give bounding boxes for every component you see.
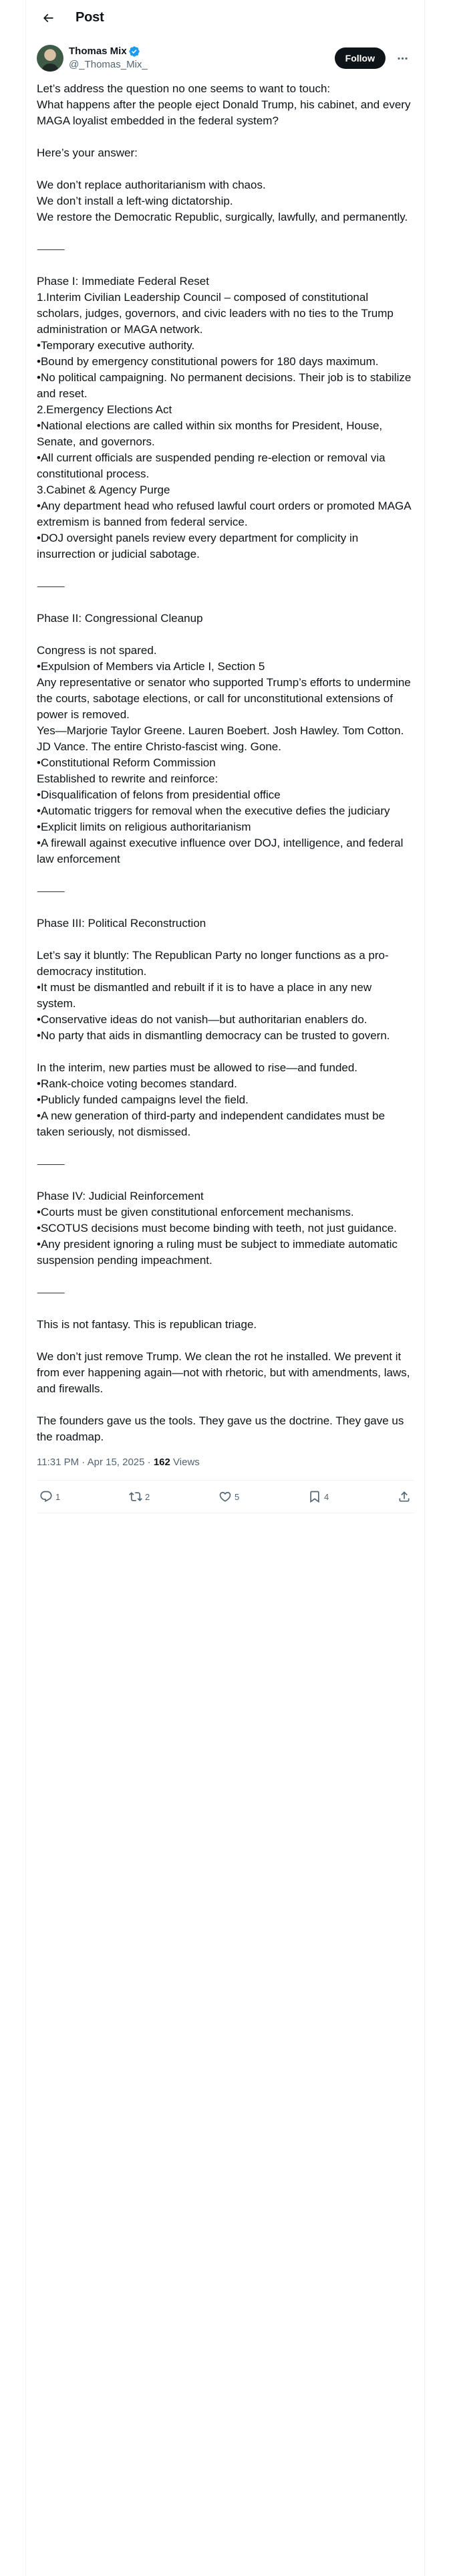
bookmark-count: 4 bbox=[324, 1491, 329, 1502]
post-paragraph: We don’t replace authoritarianism with chaos. We don’t install a left-wing dictatorship. We restore the Democratic Republic, surgically, lawfully, and permanently. bbox=[37, 179, 408, 223]
post-paragraph: Phase I: Immediate Federal Reset 1.Interim Civilian Leadership Council – composed of constitutional scholars, judges, governors, and civic leaders with no ties to the Trump administration or MAGA network. •Temporary executive authority. •Bound by emergency constitutional powers for 180 days maximum. •No political campaigning. No permanent decisions. Their job is to stabilize and reset. 2.Emergency Elections Act •National elections are called within six months for President, House, Senate, and governors. •All current officials are suspended pending re-election or removal via constitutional process. 3.Cabinet & Agency Purge •Any department head who refused lawful court orders or promoted MAGA extremism is banned from federal service. •DOJ oversight panels review every department for complicity in insurrection or judicial sabotage. bbox=[37, 275, 412, 560]
views-label: Views bbox=[170, 1457, 200, 1468]
post-paragraph: This is not fantasy. This is republican triage. bbox=[37, 1318, 257, 1331]
reply-button[interactable] bbox=[39, 1490, 60, 1503]
main-column bbox=[25, 0, 425, 2576]
more-options-button[interactable] bbox=[391, 47, 414, 70]
like-button[interactable] bbox=[218, 1490, 239, 1503]
author-names bbox=[69, 45, 335, 72]
follow-button[interactable]: Follow bbox=[335, 47, 386, 69]
display-name-row bbox=[69, 45, 335, 58]
verified-badge-icon bbox=[128, 45, 140, 58]
post-text bbox=[37, 81, 414, 1445]
post-paragraph: Phase III: Political Reconstruction bbox=[37, 917, 206, 930]
repost-count: 2 bbox=[145, 1491, 150, 1502]
post-divider-text: ⸻ bbox=[37, 885, 65, 897]
views-count: 162 bbox=[153, 1457, 170, 1468]
timestamp[interactable]: 11:31 PM · Apr 15, 2025 bbox=[37, 1457, 145, 1468]
post-paragraph: Congress is not spared. •Expulsion of Members via Article I, Section 5 Any representative or senator who supported Trump’s efforts to undermine the courts, sabotage elections, or call for unconstitutional extensions of power is removed. Yes—Marjorie Taylor Greene. Lauren Boebert. Josh Hawley. Tom Cotton. JD Vance. The entire Christo-fascist wing. Gone. •Constitutional Reform Commission Established to rewrite and reinforce: •Disqualification of felons from presidential office •Automatic triggers for removal when the executive defies the judiciary •Explicit limits on religious authoritarianism •A firewall against executive influence over DOJ, intelligence, and federal law enforcement bbox=[37, 644, 411, 865]
page-title: Post bbox=[76, 10, 104, 25]
display-name[interactable]: Thomas Mix bbox=[69, 45, 127, 57]
post-paragraph: Phase IV: Judicial Reinforcement •Courts must be given constitutional enforcement mechanisms. •SCOTUS decisions must become binding with teeth, not just guidance. •Any president ignoring a ruling must be subject to immediate automatic suspension pending impeachment. bbox=[37, 1190, 398, 1267]
bookmark-icon bbox=[308, 1490, 321, 1503]
top-bar bbox=[26, 0, 424, 35]
like-count: 5 bbox=[235, 1491, 240, 1502]
share-button[interactable] bbox=[398, 1490, 411, 1503]
post-paragraph: We don’t just remove Trump. We clean the rot he installed. We prevent it from ever happening again—not with rhetoric, but with amendments, laws, and firewalls. bbox=[37, 1350, 414, 1395]
post-divider-text: ⸻ bbox=[37, 580, 65, 593]
post-divider-text: ⸻ bbox=[37, 1158, 65, 1170]
post-divider-text: ⸻ bbox=[37, 1286, 65, 1299]
post-paragraph: The founders gave us the tools. They gave us the doctrine. They gave us the roadmap. bbox=[37, 1414, 408, 1443]
avatar[interactable] bbox=[37, 45, 63, 72]
heart-icon bbox=[218, 1490, 232, 1503]
reply-count: 1 bbox=[55, 1491, 61, 1502]
action-bar bbox=[37, 1480, 414, 1513]
bookmark-button[interactable] bbox=[308, 1490, 329, 1503]
share-icon bbox=[398, 1490, 411, 1503]
meta-separator: · bbox=[144, 1457, 154, 1468]
repost-button[interactable] bbox=[129, 1490, 150, 1503]
post bbox=[26, 35, 424, 1513]
post-paragraph: Here’s your answer: bbox=[37, 146, 138, 159]
post-paragraph: Let’s say it bluntly: The Republican Party no longer functions as a pro-democracy institution. •It must be dismantled and rebuilt if it is to have a place in any new system. •Conservative ideas do not vanish—but authoritarian enablers do. •No party that aids in dismantling democracy can be trusted to govern. bbox=[37, 949, 390, 1042]
author-row bbox=[37, 43, 414, 73]
post-paragraph: In the interim, new parties must be allowed to rise—and funded. •Rank-choice voting becomes standard. •Publicly funded campaigns level the field. •A new generation of third-party and independent candidates must be taken seriously, not dismissed. bbox=[37, 1061, 386, 1138]
reply-icon bbox=[39, 1490, 53, 1503]
handle[interactable]: @_Thomas_Mix_ bbox=[69, 59, 148, 70]
post-meta bbox=[37, 1456, 414, 1469]
post-paragraph: Phase II: Congressional Cleanup bbox=[37, 612, 203, 625]
post-divider-text: ⸻ bbox=[37, 243, 65, 255]
back-button[interactable] bbox=[37, 7, 59, 29]
post-paragraph: Let’s address the question no one seems to want to touch: What happens after the people eject Donald Trump, his cabinet, and every MAGA loyalist embedded in the federal system? bbox=[37, 82, 411, 127]
more-icon bbox=[396, 52, 409, 65]
arrow-left-icon bbox=[41, 11, 55, 25]
repost-icon bbox=[129, 1490, 142, 1503]
